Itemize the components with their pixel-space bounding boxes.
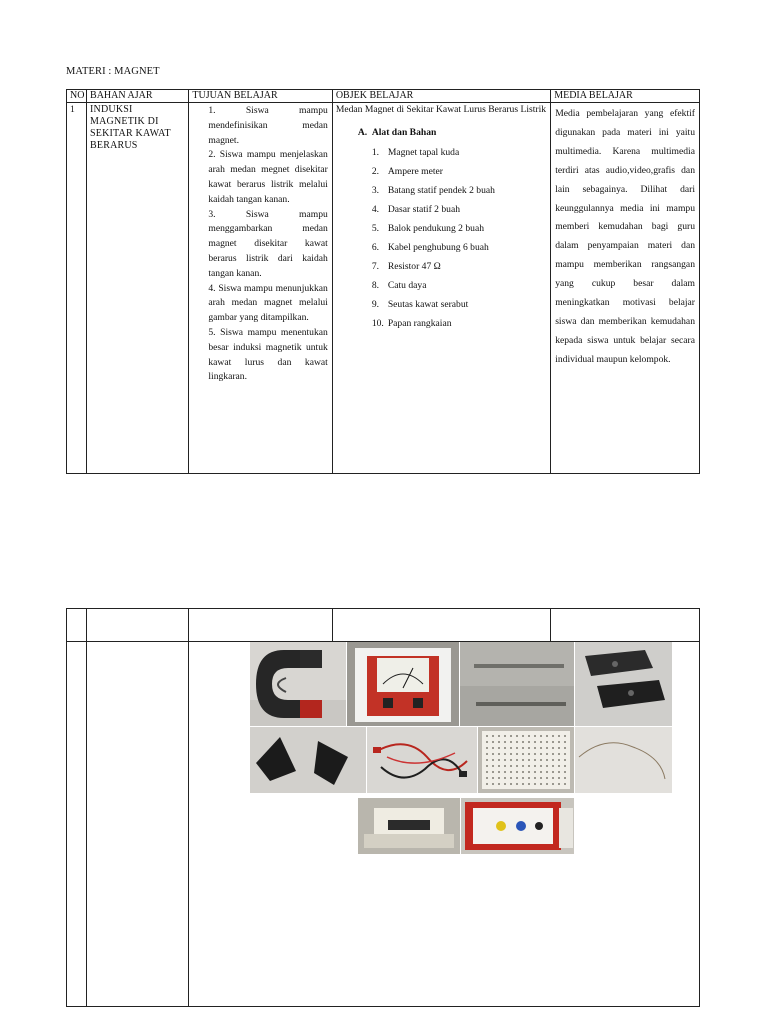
objek-sub-text: Alat dan Bahan [371, 127, 437, 138]
header-tujuan-belajar: TUJUAN BELAJAR [189, 90, 332, 103]
circuit-board-photo [478, 727, 574, 793]
list-item [372, 143, 547, 162]
empty-cell [332, 609, 550, 642]
item-number: 9. [371, 299, 380, 310]
row-number: 1 [70, 104, 75, 115]
tujuan-item: 1. Siswa mampu mendefinisikan medan magnet. [208, 105, 328, 146]
item-text: Seutas kawat serabut [387, 299, 469, 310]
objek-subheading [358, 126, 547, 139]
cables-photo [367, 727, 477, 793]
item-number: 10. [371, 318, 384, 329]
table-row [67, 103, 700, 474]
empty-cell [87, 642, 189, 1007]
header-bahan-ajar: BAHAN AJAR [87, 90, 189, 103]
cell-objek-belajar [332, 103, 550, 474]
empty-cell [551, 609, 700, 642]
item-text: Papan rangkaian [387, 318, 452, 329]
cell-bahan-ajar [87, 103, 189, 474]
lesson-table [66, 89, 700, 474]
photo-table-header-row [67, 609, 700, 642]
item-number: 7. [371, 261, 380, 272]
empty-cell [67, 642, 87, 1007]
statif-rods-photo [460, 642, 574, 726]
cell-tujuan-belajar [189, 103, 332, 474]
tujuan-item: 2. Siswa mampu menjelaskan arah medan megnet disekitar kawat berarus listrik melalui kaidah tangan kanan. [208, 149, 328, 205]
page-title: MATERI : MAGNET [66, 66, 160, 77]
item-number: 2. [371, 166, 380, 177]
statif-base-photo [575, 642, 672, 726]
header-row [67, 90, 700, 103]
item-text: Batang statif pendek 2 buah [387, 185, 495, 196]
wire-photo [575, 727, 672, 793]
tujuan-item: 3. Siswa mampu menggambarkan medan magnet disekitar kawat berarus listrik dari kaidah tangan kanan. [208, 208, 328, 279]
power-supply-photo [461, 798, 574, 854]
item-text: Resistor 47 Ω [387, 261, 441, 272]
item-number: 5. [371, 223, 380, 234]
resistor-photo [358, 798, 460, 854]
list-item [372, 276, 547, 295]
item-number: 3. [371, 185, 380, 196]
item-text: Kabel penghubung 6 buah [387, 242, 489, 253]
header-no: NO [67, 90, 87, 103]
support-blocks-photo [250, 727, 366, 793]
alat-bahan-list [336, 143, 547, 333]
list-item [372, 200, 547, 219]
item-number: 1. [371, 147, 380, 158]
header-objek-belajar: OBJEK BELAJAR [332, 90, 550, 103]
tujuan-item: 4. Siswa mampu menunjukkan arah medan magnet melalui gambar yang ditampilkan. [208, 282, 328, 324]
cell-media-belajar [551, 103, 700, 474]
item-number: 6. [371, 242, 380, 253]
list-item [372, 162, 547, 181]
list-item [372, 257, 547, 276]
list-item [372, 295, 547, 314]
list-item [372, 238, 547, 257]
horseshoe-magnet-photo [250, 642, 346, 726]
cell-no [67, 103, 87, 474]
item-text: Catu daya [387, 280, 427, 291]
media-belajar-text: Media pembelajaran yang efektif digunakan pada materi ini yaitu multimedia. Karena multimedia terdiri atas audio,video,grafis dan lain sebagainya. Dilihat dari keunggulannya media ini mampu memberi kemudahan bagi guru dalam penyampaian materi dan mampu memberikan rangsangan yang cukup besar dalam meningkatkan motivasi belajar siswa dan memberikan kemudahan kepada siswa untuk belajar secara individual maupun kelompok. [555, 108, 695, 365]
empty-cell [189, 609, 332, 642]
item-number: 8. [371, 280, 380, 291]
tujuan-item: 5. Siswa mampu menentukan besar induksi magnetik untuk kawat lurus dan kawat lingkaran. [208, 326, 328, 383]
list-item [372, 314, 547, 333]
bahan-ajar-text: INDUKSI MAGNETIK DI SEKITAR KAWAT BERARUS [90, 104, 171, 151]
empty-cell [87, 609, 189, 642]
item-text: Balok pendukung 2 buah [387, 223, 485, 234]
list-item [372, 219, 547, 238]
item-number: 4. [371, 204, 380, 215]
tujuan-list [192, 103, 328, 385]
item-text: Ampere meter [387, 166, 443, 177]
objek-title: Medan Magnet di Sekitar Kawat Lurus Berarus Listrik [335, 104, 547, 115]
ammeter-photo [347, 642, 459, 726]
list-item [372, 181, 547, 200]
header-media-belajar: MEDIA BELAJAR [551, 90, 700, 103]
objek-sub-letter: A. [357, 127, 368, 138]
empty-cell [67, 609, 87, 642]
item-text: Dasar statif 2 buah [387, 204, 461, 215]
item-text: Magnet tapal kuda [387, 147, 460, 158]
